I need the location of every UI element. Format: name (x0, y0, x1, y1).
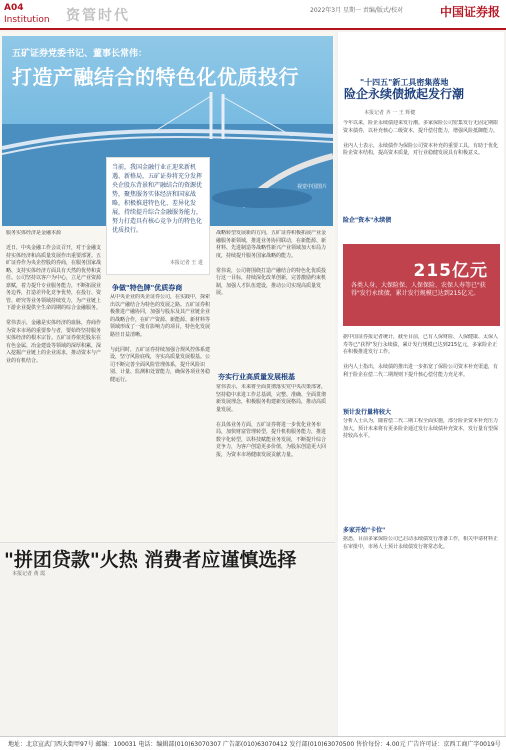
bottom-byline: 本报记者 黄 霞 (12, 571, 46, 577)
right-text-4: 据悉，目前多家保险公司已启动永续债发行准备工作，相关申请材料正在审批中，市场人士预计永续债发行将常态化。 (343, 536, 499, 550)
right-text-3: 分析人士认为，随着偿二代二期工程全面实施，部分险企资本补充压力加大，预计未来将有更多险企通过发行永续债补充资本，发行量有望保持较高水平。 (343, 418, 499, 439)
stat-highlight (343, 244, 500, 326)
section-title-2: 争做"特色牌"优质券商 (112, 284, 183, 292)
right-text-1: 今年以来，险企永续债迎来发行潮。多家保险公司密集发行无固定期限资本债券，以补充核心二级资本，提升偿付能力，增强风险抵御能力。 业内人士表示，永续债作为保险公司资本补充的重要工具，有助于优化险企资本结构，提高资本质量，对行业稳健发展具有积极意义。 (343, 120, 499, 156)
section-title-3: 夯实行业高质量发展根基 (218, 373, 295, 381)
lead-intro: 当前，我国金融行业正迎来新机遇、新格局，五矿证券将充分发挥央企股东背景和产融结合的资源优势，聚焦服务实体经济和国家战略，积极推进特色化、差异化发展，持续提升综合金融服务能力，努力打造具有核心竞争力的特色化优质投行。 (112, 164, 203, 234)
photo-credit: 视觉中国图片 (296, 184, 327, 190)
right-heading-3: 多家开始"卡位" (343, 527, 386, 534)
right-heading-2: 预计发行量将较大 (343, 409, 392, 416)
lead-column-4: 常伟表示，未来将全面贯彻落实党中央决策部署，坚持稳中求进工作总基调，完整、准确、全面贯彻新发展理念，积极服务构建新发展格局，推动高质量发展。 在具体业务方面，五矿证券将进一步优化业务布局，加快财富管理转型，提升机构服务能力，推进数字化转型，以科技赋能业务发展，不断提升综合竞争力，为客户创造更多价值，为股东创造更大回报，为资本市场健康发展贡献力量。 (216, 384, 326, 458)
lead-column-3: 战略转型发展新的方向，五矿证券积极拓展产业金融服务新领域，推进业务协同联动，在新能源、新材料、先进制造等战略性新兴产业领域加大布局力度，持续提升服务国家战略的能力。 常伟说，公司将围绕打造产融结合的特色化优质投行这一目标，持续深化改革创新，完善激励约束机制，加强人才队伍建设，推动公司实现高质量发展。 (216, 230, 326, 296)
right-byline: 本报记者 齐 一 王 辉健 (364, 110, 416, 116)
lead-column-2: 从中央企业的央企证券公司，在实践中，探索出以产融结合为特色的发展之路。五矿证券积极推进产融协同，加强与股东及其产业链企业的战略合作，在矿产资源、新能源、新材料等领域形成了一批有影响力的项目，特色化发展路径日益清晰。 与此同时，五矿证券持续加强合规风控体系建设，坚守风险底线，夯实高质量发展根基。公司不断完善全面风险管理体系，提升风险识别、计量、监测和处置能力，确保各项业务稳健运行。 (110, 294, 210, 383)
column-name: 资管时代 (66, 8, 130, 24)
page-footer: 地址：北京宣武门西大街甲97号 邮编：100031 电话：编辑部(010)63070307 广告部(010)63070412 发行部(010)63070500 售价每份：4.00元 广告许可证：京西工商广字0019号 (0, 736, 506, 750)
right-heading-1: 险企"资本"永续债 (343, 217, 392, 224)
header-meta: 2022年3月 星期一 责编/版式/校对 (310, 7, 403, 14)
stat-text: 各类人身、大保险保、人保保险、农保人寿等已"获得"发行永续债，累计发行规模已达到215亿元。 (351, 282, 486, 297)
lead-byline: 本报记者 王 进 (169, 260, 203, 266)
lead-intro-box (106, 157, 210, 275)
page-section: Institution (4, 15, 50, 25)
lead-column-1: 服务实体经济是金融本源 近日，中央金融工作会议召开，对于金融支持实体经济和高质量发展作出重要部署。五矿证券作为央企控股的券商，在服务国家战略、支持实体经济方面具有天然的优势和责任。公司坚持以客户为中心，立足产业资源禀赋，着力提升专业服务能力，不断拓展业务边界，打造差异化竞争优势，在投行、资管、研究等业务领域持续发力，为产业链上下游企业提供全生命周期的综合金融服务。 常伟表示，金融是实体经济的血脉，券商作为资本市场的重要参与者，要始终坚持服务实体经济的根本宗旨。五矿证券依托股东在有色金属、冶金建设等领域的深厚积累，深入挖掘产业链上的企业需求，推动资本与产业的有机结合。 (6, 230, 102, 364)
page-header (0, 0, 506, 30)
stat-number: 215亿元 (413, 261, 488, 281)
right-title: 险企永续债掀起发行潮 (344, 87, 465, 101)
right-kicker: "十四五"新工具密集落地 (360, 78, 449, 87)
bottom-headline: "拼团贷款"火热 消费者应谨慎选择 (4, 549, 297, 571)
right-text-2: 据中国证券报记者统计，截至目前，已有人保财险、人保健康、太保人寿等已"获得"发行永续债，累计发行规模已达到215亿元，多家险企正在积极推进发行工作。 业内人士指出，永续债的推出进一步拓宽了保险公司资本补充渠道，有利于险企在偿二代二期规则下提升核心偿付能力充足率。 (343, 334, 499, 378)
lead-headline: 打造产融结合的特色化优质投行 (12, 65, 299, 89)
page-code: A04 (4, 3, 24, 13)
lead-subtitle: 五矿证券党委书记、董事长常伟： (12, 49, 148, 59)
section-divider (0, 542, 335, 543)
masthead: 中国证券报 (439, 5, 500, 19)
